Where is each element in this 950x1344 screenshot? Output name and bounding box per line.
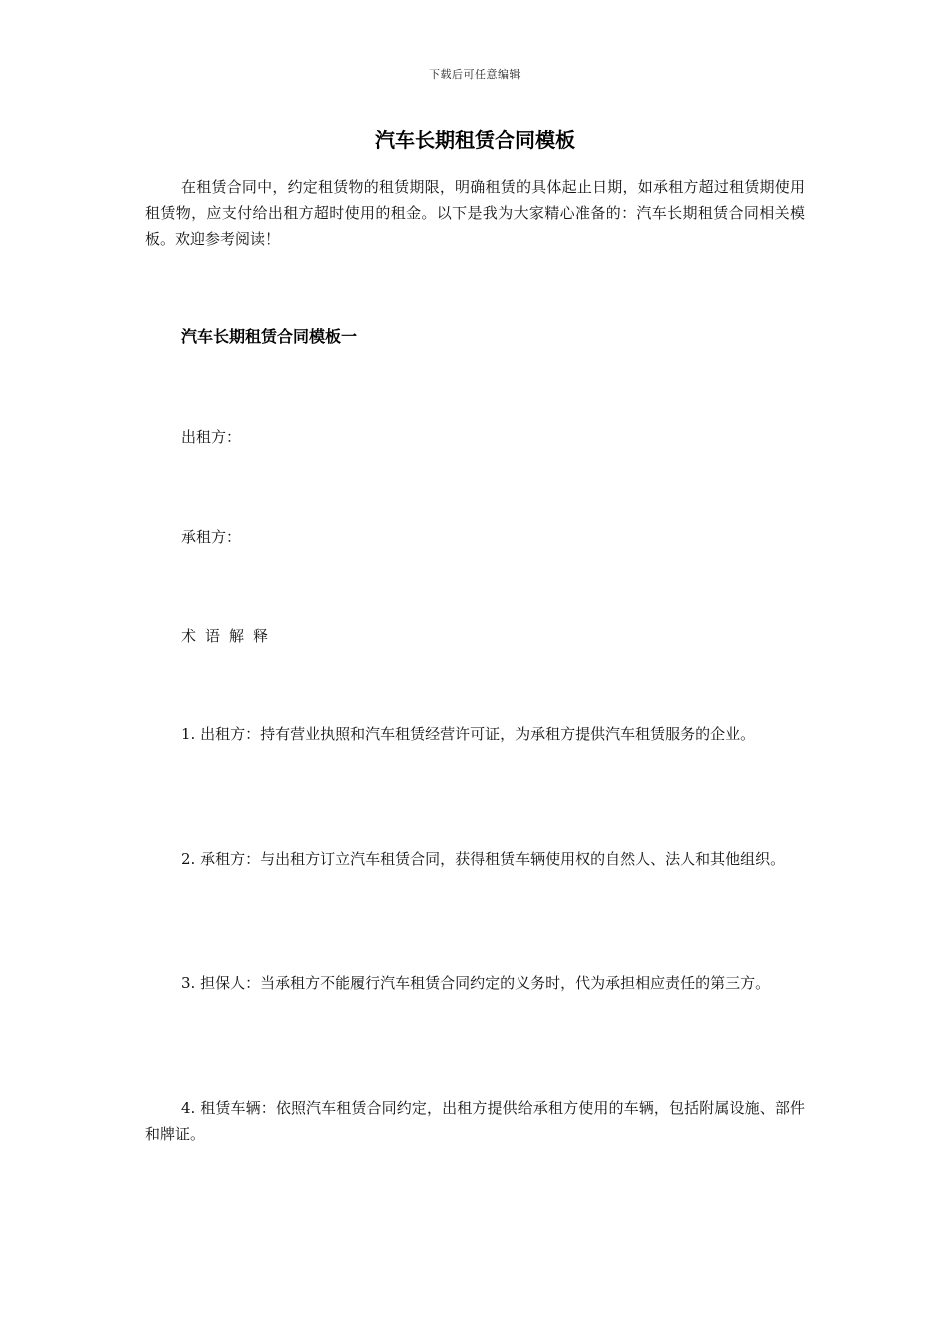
- terms-heading: 术语解释: [181, 627, 278, 645]
- term-item-guarantor: 3. 担保人：当承租方不能履行汽车租赁合同约定的义务时，代为承担相应责任的第三方。: [181, 974, 771, 992]
- lessee-label: 承租方：: [181, 528, 242, 546]
- document-title: 汽车长期租赁合同模板: [375, 128, 575, 152]
- intro-paragraph: 在租赁合同中，约定租赁物的租赁期限，明确租赁的具体起止日期，如承租方超过租赁期使用租赁物，应支付给出租方超时使用的租金。以下是我为大家精心准备的：汽车长期租赁合同相关模板。欢迎参考阅读！: [145, 178, 805, 248]
- header-note: 下载后可任意编辑: [429, 68, 521, 81]
- section-title: 汽车长期租赁合同模板一: [181, 327, 358, 346]
- term-item-leased-vehicle: 4. 租赁车辆：依照汽车租赁合同约定，出租方提供给承租方使用的车辆，包括附属设施、部件和牌证。: [145, 1099, 805, 1143]
- lessor-label: 出租方：: [181, 428, 242, 446]
- term-item-lessor: 1. 出租方：持有营业执照和汽车租赁经营许可证，为承租方提供汽车租赁服务的企业。: [181, 725, 756, 743]
- term-item-lessee: 2. 承租方：与出租方订立汽车租赁合同，获得租赁车辆使用权的自然人、法人和其他组织。: [181, 850, 786, 868]
